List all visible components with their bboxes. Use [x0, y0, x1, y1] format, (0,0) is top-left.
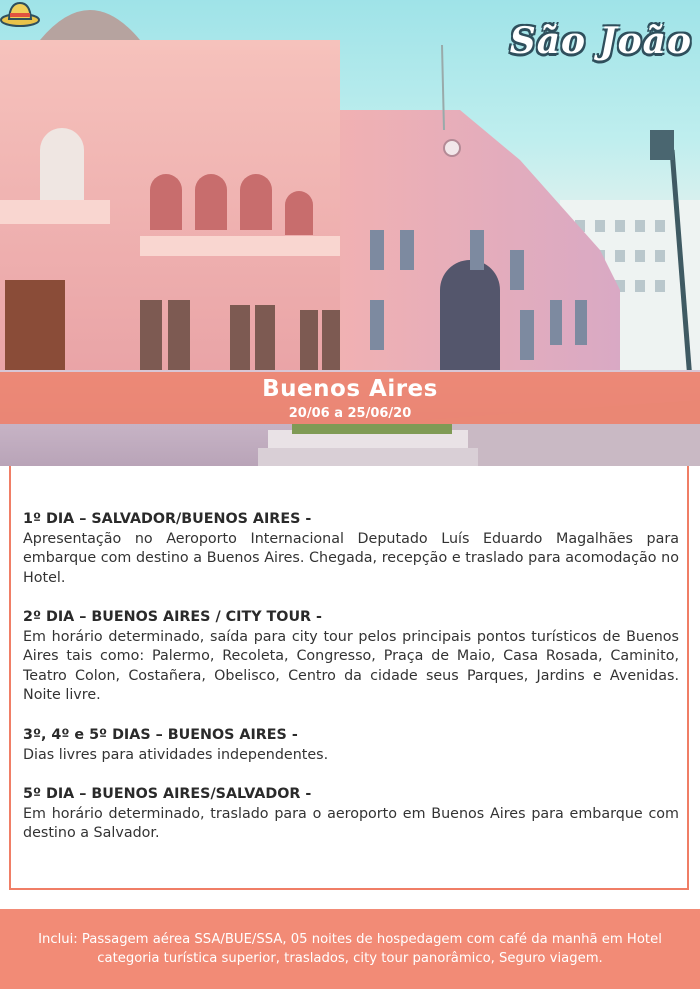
destination-title: Buenos Aires: [262, 376, 438, 402]
day-description: Em horário determinado, saída para city tour pelos principais pontos turísticos de Buenos Aires tais como: Palermo, Recoleta, Congresso, Praça de Maio, Casa Rosada, Caminito, Teatro Colon, Costañera, Obelisco, Centro da cidade seus Parques, Jardins e Avenidas. Noite livre.: [23, 628, 679, 704]
sao-joao-logo: São João: [509, 20, 692, 62]
itinerary-day-4: [23, 785, 679, 844]
day-description: Em horário determinado, traslado para o aeroporto em Buenos Aires para embarque com destino a Salvador.: [23, 805, 679, 842]
itinerary-box: [9, 466, 689, 890]
day-title: 5º DIA – BUENOS AIRES/SALVADOR -: [23, 786, 312, 802]
day-title: 2º DIA – BUENOS AIRES / CITY TOUR -: [23, 609, 322, 625]
package-includes-footer: [0, 909, 700, 989]
travel-dates: 20/06 a 25/06/20: [288, 406, 412, 421]
straw-hat-icon: [0, 0, 40, 28]
itinerary-day-1: [23, 510, 679, 588]
includes-text: Inclui: Passagem aérea SSA/BUE/SSA, 05 noites de hospedagem com café da manhã em Hotel categoria turística superior, traslados, city tour panorâmico, Seguro viagem.: [38, 932, 662, 966]
day-title: 1º DIA – SALVADOR/BUENOS AIRES -: [23, 511, 312, 527]
day-title: 3º, 4º e 5º DIAS – BUENOS AIRES -: [23, 727, 298, 743]
itinerary-day-2: [23, 608, 679, 706]
day-description: Apresentação no Aeroporto Internacional Deputado Luís Eduardo Magalhães para embarque com destino a Buenos Aires. Chegada, recepção e traslado para acomodação no Hotel.: [23, 530, 679, 586]
itinerary-day-3: [23, 726, 679, 765]
hero-image: [0, 0, 700, 466]
day-description: Dias livres para atividades independentes.: [23, 746, 329, 763]
destination-banner: [0, 372, 700, 424]
